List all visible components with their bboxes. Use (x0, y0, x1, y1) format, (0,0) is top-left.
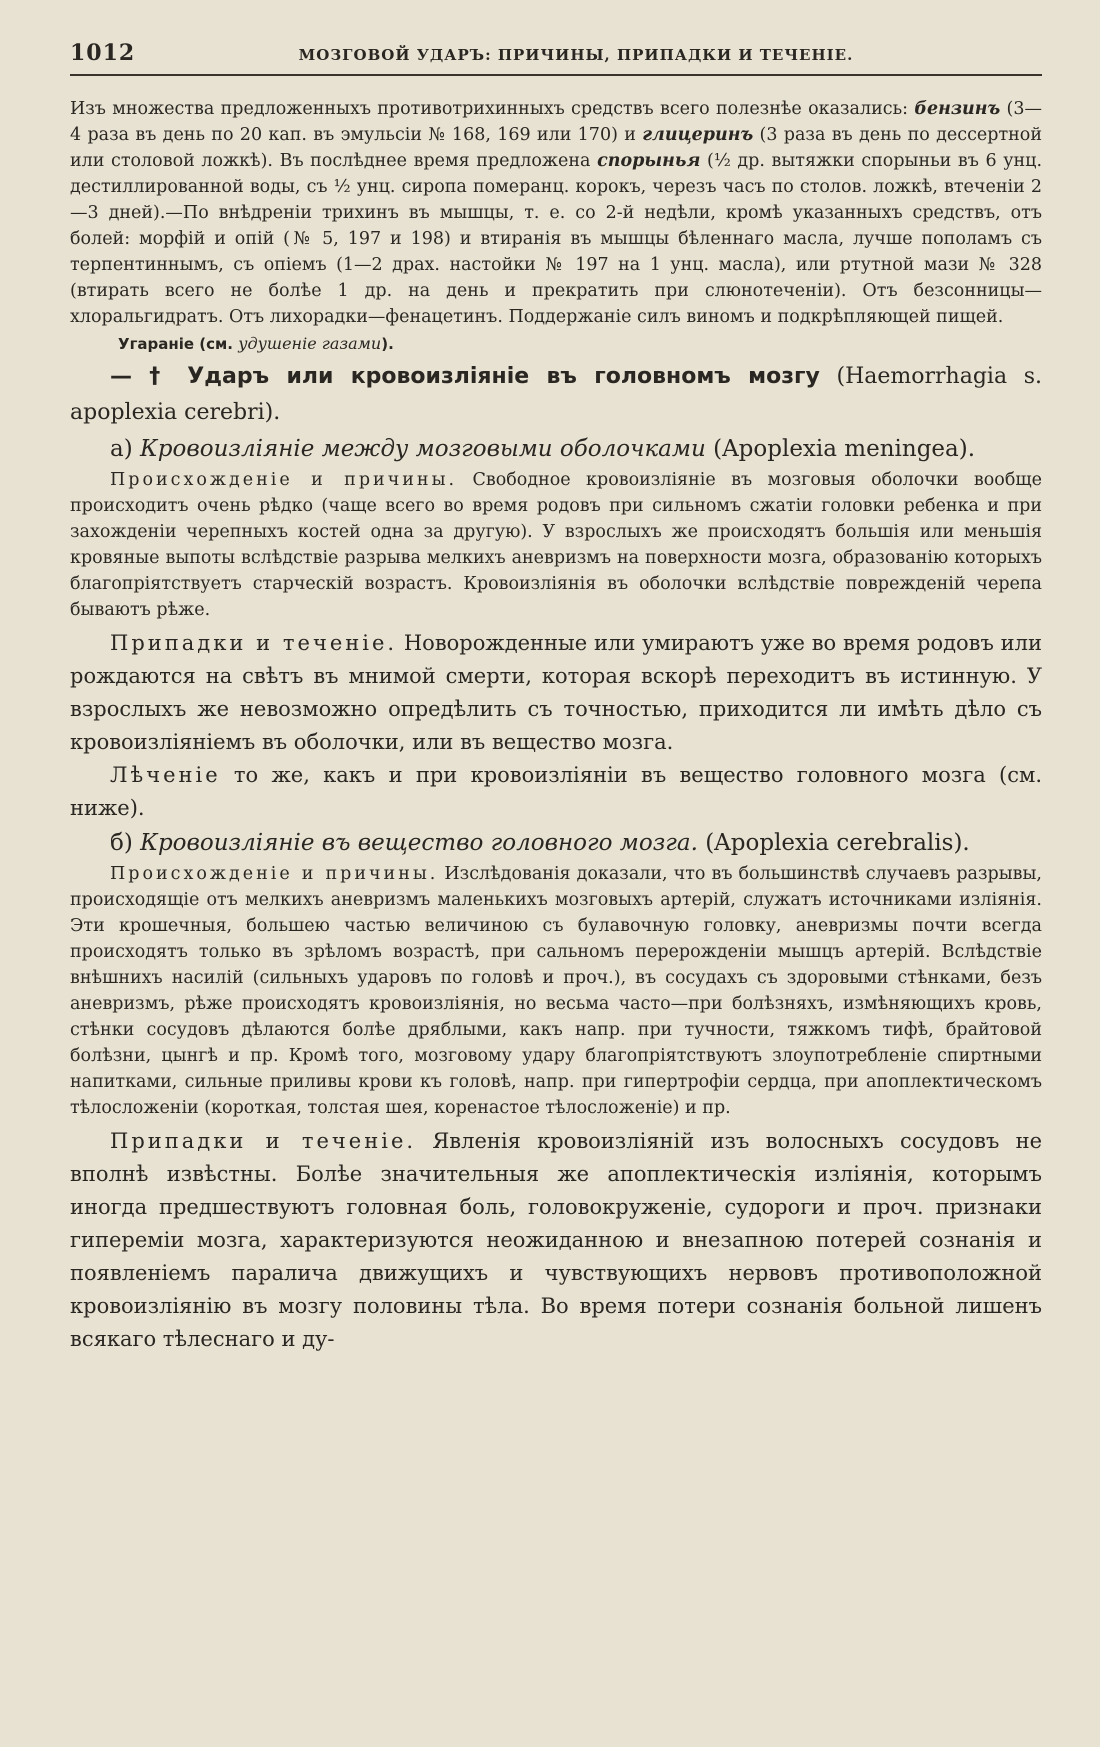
page-number: 1012 (70, 40, 136, 66)
paragraph-text: Изслѣдованія доказали, что въ большинствѣ случаевъ разрывы, происходящіе отъ мелкихъ аневризмъ маленькихъ мозговыхъ артерій, служатъ источниками изліянія. Эти крошечныя, большею частью величиною съ булавочную головку, аневризмы почти всегда происходятъ только въ зрѣломъ возрастѣ, при сальномъ перерожденіи мышцъ артерій. Вслѣдствіе внѣшнихъ насилій (сильныхъ ударовъ по головѣ и проч.), въ сосудахъ съ здоровыми стѣнками, безъ аневризмъ, рѣже происходятъ кровоизліянія, но весьма часто—при болѣзняхъ, измѣняющихъ кровь, стѣнки сосудовъ дѣлаются болѣе дряблыми, какъ напр. при тучности, тяжкомъ тифѣ, брайтовой болѣзни, цынгѣ и пр. Кромѣ того, мозговому удару благопріятствуютъ злоупотребленіе спиртными напитками, сильные приливы крови къ головѣ, напр. при гипертрофіи сердца, при апоплектическомъ тѣлосложеніи (короткая, толстая шея, коренастое тѣлосложеніе) и пр. (70, 864, 1042, 1118)
paragraph-text: Новорожденные или умираютъ уже во время родовъ или рождаются на свѣтъ въ мнимой смерти, которая вскорѣ переходитъ въ истинную. У взрослыхъ же невозможно опредѣлить съ точностью, приходится ли имѣть дѣло съ кровоизліяніемъ въ оболочки, или въ вещество мозга. (70, 631, 1042, 754)
section-b-title (70, 825, 1042, 861)
dagger-mark: — † (110, 364, 188, 389)
running-head: МОЗГОВОЙ УДАРЪ: ПРИЧИНЫ, ПРИПАДКИ И ТЕЧЕНІЕ. (298, 46, 854, 64)
entry-label: Угараніе (118, 335, 195, 353)
italic-term: бензинъ (914, 99, 1001, 119)
ugaranie-crossref (118, 334, 1042, 353)
italic-term: глицеринъ (642, 125, 754, 145)
text-run: (см. (194, 335, 239, 353)
heading-latin: (Haemorrhagia s. apoplexia cerebri). (70, 364, 1042, 425)
section-a-course (70, 627, 1042, 759)
section-latin: (Apoplexia meningea). (705, 436, 976, 462)
trichinosis-treatment-paragraph (70, 96, 1042, 330)
section-a-title (70, 431, 1042, 467)
crossref-term: удушеніе газами (238, 334, 382, 353)
section-a-origin (70, 467, 1042, 623)
paragraph-text: Свободное кровоизліяніе въ мозговыя оболочки вообще происходитъ очень рѣдко (чаще всего во время родовъ при сильномъ сжатіи головки ребенка и при захожденіи черепныхъ костей одна за другую). У взрослыхъ же происходятъ большія или меньшія кровяные выпоты вслѣдствіе разрыва мелкихъ аневризмъ на поверхности мозга, образованію которыхъ благопріятствуетъ старческій возрастъ. Кровоизліянія въ оболочки вслѣдствіе поврежденій черепа бываютъ рѣже. (70, 470, 1042, 620)
text-run: (3 раза въ день по дессертной или столовой ложкѣ). Въ послѣднее время предложена (70, 125, 1042, 171)
spaced-subhead: Происхожденіе и причины. (110, 864, 439, 884)
article-heading (70, 359, 1042, 431)
spaced-subhead: Лѣченіе (110, 763, 221, 787)
spaced-subhead: Припадки и теченіе. (110, 1129, 417, 1153)
section-label: а) (110, 436, 140, 462)
page-header (70, 40, 1042, 76)
section-b-origin (70, 861, 1042, 1121)
section-label: б) (110, 830, 141, 856)
text-run: Изъ множества предложенныхъ противотрихинныхъ средствъ всего полезнѣе оказались: (70, 99, 915, 119)
spaced-subhead: Происхожденіе и причины. (110, 470, 458, 490)
paragraph-text: Явленія кровоизліяній изъ волосныхъ сосудовъ не вполнѣ извѣстны. Болѣе значительныя же апоплектическія изліянія, которымъ иногда предшествуютъ головная боль, головокруженіе, судороги и проч. признаки гипереміи мозга, характеризуются неожиданною и внезапною потерей сознанія и появленіемъ паралича движущихъ и чувствующихъ нервовъ противоположной кровоизліянію въ мозгу половины тѣла. Во время потери сознанія больной лишенъ всякаго тѣлеснаго и ду- (70, 1129, 1042, 1351)
text-run: (3—4 раза въ день по 20 кап. въ эмульсіи № 168, 169 или 170) и (70, 99, 1042, 145)
section-a-treatment (70, 759, 1042, 825)
heading-title: Ударъ или кровоизліяніе въ головномъ мозгу (187, 364, 820, 389)
italic-term: спорынья (597, 151, 701, 171)
paragraph-text: то же, какъ и при кровоизліяніи въ вещество головного мозга (см. ниже). (70, 763, 1042, 820)
section-title: Кровоизліяніе между мозговыми оболочками (140, 436, 706, 462)
spaced-subhead: Припадки и теченіе. (110, 631, 398, 655)
text-run: ). (381, 335, 394, 353)
text-run: (½ др. вытяжки спорыньи въ 6 унц. дестиллированной воды, съ ½ унц. сиропа померанц. корокъ, черезъ часъ по столов. ложкѣ, втеченіи 2—3 дней).—По внѣдреніи трихинъ въ мышцы, т. е. со 2-й недѣли, кромѣ указанныхъ средствъ, отъ болей: морфій и опій (№ 5, 197 и 198) и втиранія въ мышцы бѣленнаго масла, лучше пополамъ съ терпентиннымъ, съ опіемъ (1—2 драх. настойки № 197 на 1 унц. масла), или ртутной мази № 328 (втирать всего не болѣе 1 др. на день и прекратить при слюнотеченіи). Отъ безсонницы—хлоральгидратъ. Отъ лихорадки—фенацетинъ. Поддержаніе силъ виномъ и подкрѣпляющей пищей. (70, 151, 1043, 327)
section-title: Кровоизліяніе въ вещество головного мозга. (140, 830, 698, 856)
section-b-course (70, 1125, 1042, 1356)
section-latin: (Apoplexia cerebralis). (697, 830, 970, 856)
